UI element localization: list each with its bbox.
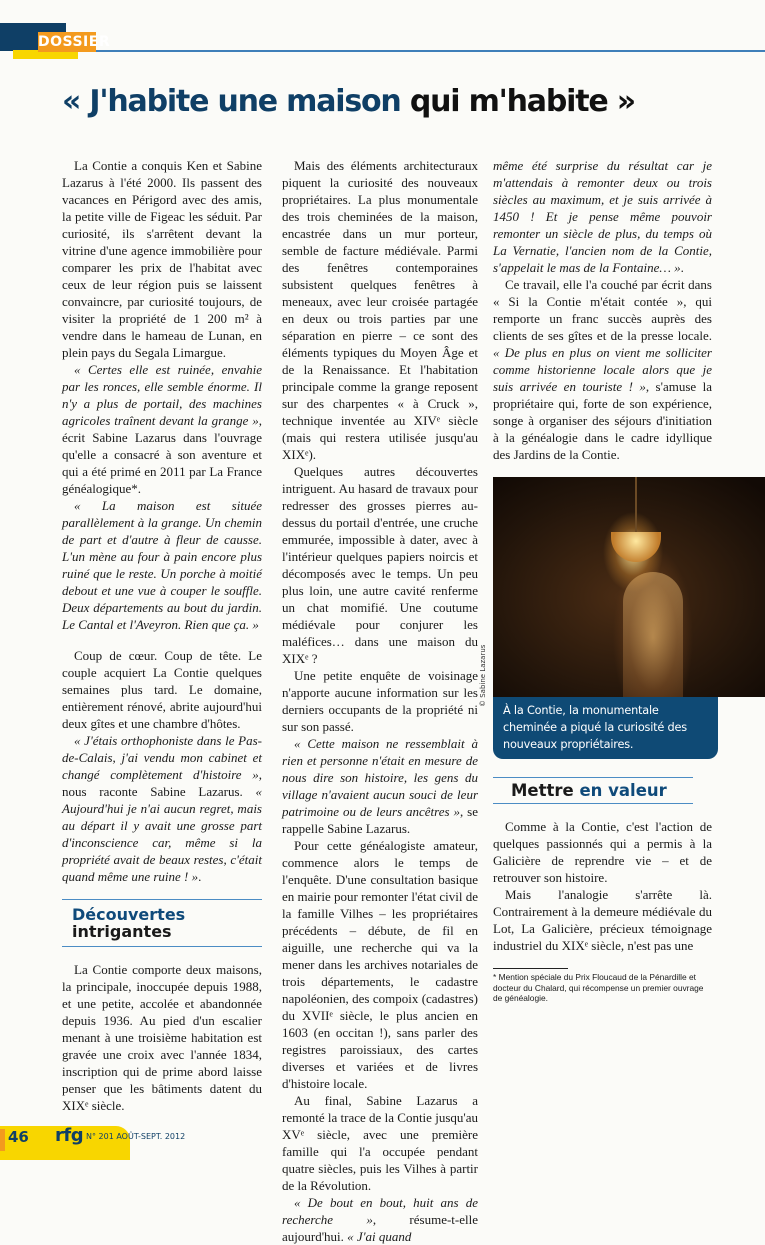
fireplace-photo bbox=[493, 477, 765, 697]
paragraph bbox=[282, 463, 478, 667]
paragraph bbox=[62, 497, 262, 633]
body-text: La Contie comporte deux maisons, la principale, inoccupée depuis 1988, et une petite, accolée et abandonnée depuis 1936. Au pied d'un escalier menant à une troisième habitation est gravée une croix avec l'année 1834, inscription qui de prime abord laisse penser que les bâtiments datent du XIXᵉ siècle. bbox=[62, 962, 262, 1113]
heading-line-2: intrigantes bbox=[72, 922, 172, 941]
body-text: , écrit Sabine Lazarus dans l'ouvrage qu'elle a consacré à son aventure et qui a été primé en 2011 par La France généalogique*. bbox=[62, 413, 262, 496]
section-tag: DOSSIER bbox=[38, 34, 111, 50]
quote-text: même été surprise du résultat car je m'attendais à remonter deux ou trois siècles au maximum, et je suis arrivée à 1450 ! Et je pense même pouvoir remonter un siècle de plus, du temps où La Vernatie, l'ancien nom de la Contie, s'appelait le mas de la Fontaine… » bbox=[493, 158, 712, 275]
article-title bbox=[62, 84, 635, 119]
body-text: , se rappelle Sabine Lazarus. bbox=[282, 804, 478, 836]
paragraph bbox=[493, 157, 712, 276]
paragraph bbox=[62, 961, 262, 1114]
page-number: 46 bbox=[8, 1128, 29, 1146]
heading-part-1: Mettre bbox=[511, 781, 574, 800]
footer-accent bbox=[0, 1129, 5, 1151]
body-text: La Contie a conquis Ken et Sabine Lazarus à l'été 2000. Ils passent des vacances en Périgord avec des amis, la petite ville de Figeac les séduit. Par curiosité, ils s'arrêtent devant la vitrine d'une agence immobilière pour comparer les prix de l'habitat avec ceux de leur région puis se laissent convaincre, par curiosité toujours, de visiter la propriété de 1 200 m² à vendre dans le hameau de Lunan, en plein pays du Segala Limargue. bbox=[62, 158, 262, 360]
column-3 bbox=[479, 157, 713, 1004]
quote-text: « De bout en bout, huit ans de recherche » bbox=[282, 1195, 478, 1227]
body-text: Au final, Sabine Lazarus a remonté la trace de la Contie jusqu'au XVᵉ siècle, avec une première famille qui l'a occupée pendant quatre siècles, puis les Vilhes à partir de la Révolution. bbox=[282, 1093, 478, 1193]
lantern bbox=[611, 532, 661, 562]
body-text: Quelques autres découvertes intriguent. Au hasard de travaux pour redresser des grosses pierres au-dessus du portail d'entrée, une cruche emmurée, impossible à dater, avec à l'intérieur quelques papiers noircis et décomposés avec le temps. Un peu plus loin, une autre cavité renferme un chat momifié. Une coutume médiévale pour conjurer les maléfices… dans une maison du XIXᵉ ? bbox=[282, 464, 478, 666]
body-text: Ce travail, elle l'a couché par écrit dans « Si la Contie m'était contée », qui remporte un franc succès auprès des clients de ses gîtes et de la presse locale. bbox=[493, 277, 712, 343]
footnote: * Mention spéciale du Prix Floucaud de la Pénardille et docteur du Chalard, qui récompense un premier ouvrage de généalogie. bbox=[493, 972, 704, 1003]
body-text: . bbox=[680, 260, 684, 275]
paragraph bbox=[282, 735, 478, 837]
body-text: . bbox=[198, 869, 202, 884]
column-1-middle bbox=[62, 647, 262, 885]
paragraph bbox=[493, 886, 712, 954]
footer bbox=[0, 1126, 300, 1160]
section-heading-decouvertes bbox=[62, 899, 262, 947]
quote-text: « Cette maison ne ressemblait à rien et personne n'était en mesure de nous dire son histoire, les gens du village n'avaient aucun souci de leur patrimoine ou de leurs ancêtres » bbox=[282, 736, 478, 819]
quote-text: « J'étais orthophoniste dans le Pas-de-Calais, j'ai vendu mon cabinet et changé complètement d'histoire » bbox=[62, 733, 262, 782]
paragraph bbox=[493, 276, 712, 463]
column-1 bbox=[8, 157, 262, 1160]
paragraph bbox=[493, 818, 712, 886]
paragraph bbox=[62, 361, 262, 497]
photo-block bbox=[479, 477, 765, 759]
photo-caption: À la Contie, la monumentale cheminée a piqué la curiosité des nouveaux propriétaires. bbox=[493, 697, 718, 759]
title-part-2: qui m'habite » bbox=[409, 84, 635, 119]
column-3-top bbox=[493, 157, 712, 463]
body-text: Pour cette généalogiste amateur, commence alors le temps de l'enquête. D'une consultation basique en mairie pour remonter l'état civil de la famille Vilhes – les propriétaires précédents – débute, de fil en aiguille, une recherche qui va la mener dans les archives notariales de trois départements, le cadastre napoléonien, des compoix (cadastres) du XVIIᵉ siècle, le plus ancien en 1603 (en occitan !), sans parler des registres paroissiaux, des cartes diverses et variées et de livres d'histoire locale. bbox=[282, 838, 478, 1091]
quote-text: « Certes elle est ruinée, envahie par les ronces, elle semble énorme. Il n'y a plus de portail, des machines agricoles traînent devant la grange » bbox=[62, 362, 262, 428]
body-text: Mais l'analogie s'arrête là. Contrairement à la demeure médiévale du Lot, La Galicière, précieux témoignage industriel du XIXᵉ siècle, n'est pas une bbox=[493, 887, 712, 953]
issue-info: N° 201 AOÛT-SEPT. 2012 bbox=[86, 1132, 186, 1141]
body-text: , résume-t-elle aujourd'hui. bbox=[282, 1212, 478, 1244]
quote-text: « J'ai quand bbox=[347, 1229, 412, 1244]
column-3-bottom bbox=[493, 818, 712, 954]
quote-text: « Aujourd'hui je n'ai aucun regret, mais au départ il y avait une grosse part d'inconscience car, même si la propriété avait de beaux restes, c'était quand même une ruine ! » bbox=[62, 784, 262, 884]
paragraph bbox=[282, 667, 478, 735]
body-text: , nous raconte Sabine Lazarus. bbox=[62, 767, 262, 799]
heading-part-2: en valeur bbox=[579, 781, 667, 800]
quote-text: « De plus en plus on vient me solliciter comme historienne locale alors que je suis arrivée en touriste ! » bbox=[493, 345, 712, 394]
column-1-intro bbox=[62, 157, 262, 633]
body-text: Mais des éléments architecturaux piquent la curiosité des nouveaux propriétaires. La plus monumentale des trois cheminées de la maison, encastrée dans un mur porteur, semble de facture médiévale. Parmi des fenêtres contemporaines subsistent quelques fenêtres à meneaux, avec leur croisée partagée en deux ou trois parties par une séparation en pierre – ce sont des éléments typiques du Moyen Âge et de la Renaissance. Et l'habitation principale comme la grange reposent sur des charpentes « à Cruck », technique inventée au XIVᵉ siècle (mais qui restera utilisée jusqu'au XIXᵉ). bbox=[282, 158, 478, 462]
magazine-logo: rfg bbox=[55, 1125, 84, 1146]
column-1-end bbox=[62, 961, 262, 1114]
body-text: Une petite enquête de voisinage n'apporte aucune information sur les derniers occupants de la propriété ni sur son passé. bbox=[282, 668, 478, 734]
paragraph bbox=[62, 647, 262, 732]
lantern-chain bbox=[635, 477, 637, 533]
paragraph bbox=[62, 157, 262, 361]
doorway-arch bbox=[623, 572, 683, 697]
paragraph bbox=[282, 1194, 478, 1245]
section-heading-mettre-en-valeur bbox=[493, 777, 693, 804]
heading-line-1: Découvertes bbox=[72, 905, 186, 924]
paragraph bbox=[62, 732, 262, 885]
quote-text: « La maison est située parallèlement à la grange. Un chemin de part et d'autre à fleur de causse. L'un mène au four à pain encore plus ruiné que le reste. Un porche à moitié debout et une vue à couper le souffle. Deux départements au bout du jardin. Le Cantal et l'Aveyron. Rien que ça. » bbox=[62, 498, 262, 632]
paragraph bbox=[282, 157, 478, 463]
body-text: Comme à la Contie, c'est l'action de quelques passionnés qui a permis à la Galicière de reprendre vie – et de retrouver son histoire. bbox=[493, 819, 712, 885]
body-text: Coup de cœur. Coup de tête. Le couple acquiert La Contie quelques semaines plus tard. Le domaine, entièrement rénové, abrite aujourd'hui deux gîtes et une chambre d'hôtes. bbox=[62, 648, 262, 731]
photo-credit: © Sabine Lazarus bbox=[479, 644, 487, 707]
title-part-1: « J'habite une maison bbox=[62, 84, 401, 119]
paragraph bbox=[282, 837, 478, 1092]
column-2 bbox=[282, 157, 478, 1245]
header-rule bbox=[96, 50, 765, 52]
paragraph bbox=[282, 1092, 478, 1194]
body-text: , s'amuse la propriétaire qui, forte de son expérience, songe à organiser des séjours d'initiation à la généalogie dans le cadre idyllique des Jardins de la Contie. bbox=[493, 379, 713, 462]
